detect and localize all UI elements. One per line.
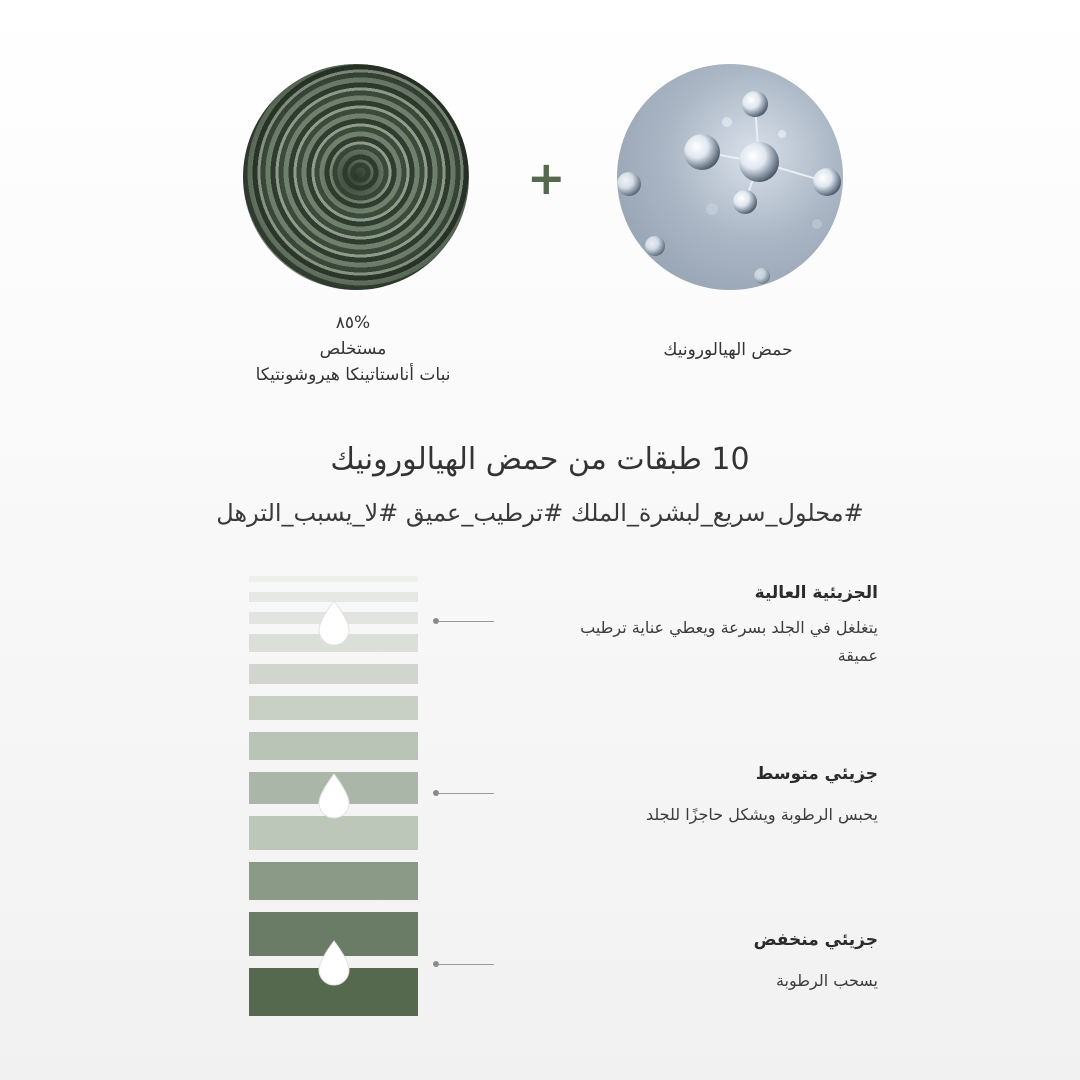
plus-icon: +: [527, 151, 566, 205]
plant-caption-line2: نبات أناستاتينكا هيروشونتيكا: [255, 365, 451, 385]
plant-extract-image: [243, 64, 469, 290]
plant-caption: [183, 310, 523, 388]
layer-5: [249, 664, 418, 684]
layer-1: [249, 576, 418, 582]
layer-6: [249, 696, 418, 720]
molecule-desc: يتغلغل في الجلد بسرعة ويعطي عناية ترطيب عميقة: [580, 618, 878, 665]
layer-9: [249, 816, 418, 850]
hashtags: #محلول_سريع_لبشرة_الملك #ترطيب_عميق #لا_يسبب_الترهل: [216, 499, 864, 527]
plant-percent: %٨٥: [335, 313, 371, 333]
connector-line: [438, 964, 494, 965]
molecule-info-low: [548, 927, 878, 995]
droplet-icon: [316, 773, 352, 819]
molecule-info-medium: [548, 761, 878, 829]
connector-line: [438, 621, 494, 622]
droplet-icon: [316, 940, 352, 986]
molecule-desc: يحبس الرطوبة ويشكل حاجزًا للجلد: [645, 805, 878, 824]
connector-line: [438, 793, 494, 794]
layer-10: [249, 862, 418, 900]
molecule-info-high: [548, 580, 878, 670]
molecule-title: جزيئي متوسط: [755, 764, 878, 784]
molecule-title: الجزيئية العالية: [754, 583, 878, 603]
molecule-title: جزيئي منخفض: [753, 930, 878, 950]
page-title: 10 طبقات من حمض الهيالورونيك: [330, 442, 750, 477]
plant-caption-line1: مستخلص: [319, 339, 387, 359]
hyaluronic-molecule-image: [617, 64, 843, 290]
layer-7: [249, 732, 418, 760]
molecule-icon: [617, 64, 843, 290]
molecule-desc: يسحب الرطوبة: [775, 971, 878, 990]
acid-caption: حمض الهيالورونيك: [663, 340, 793, 360]
droplet-icon: [316, 600, 352, 646]
